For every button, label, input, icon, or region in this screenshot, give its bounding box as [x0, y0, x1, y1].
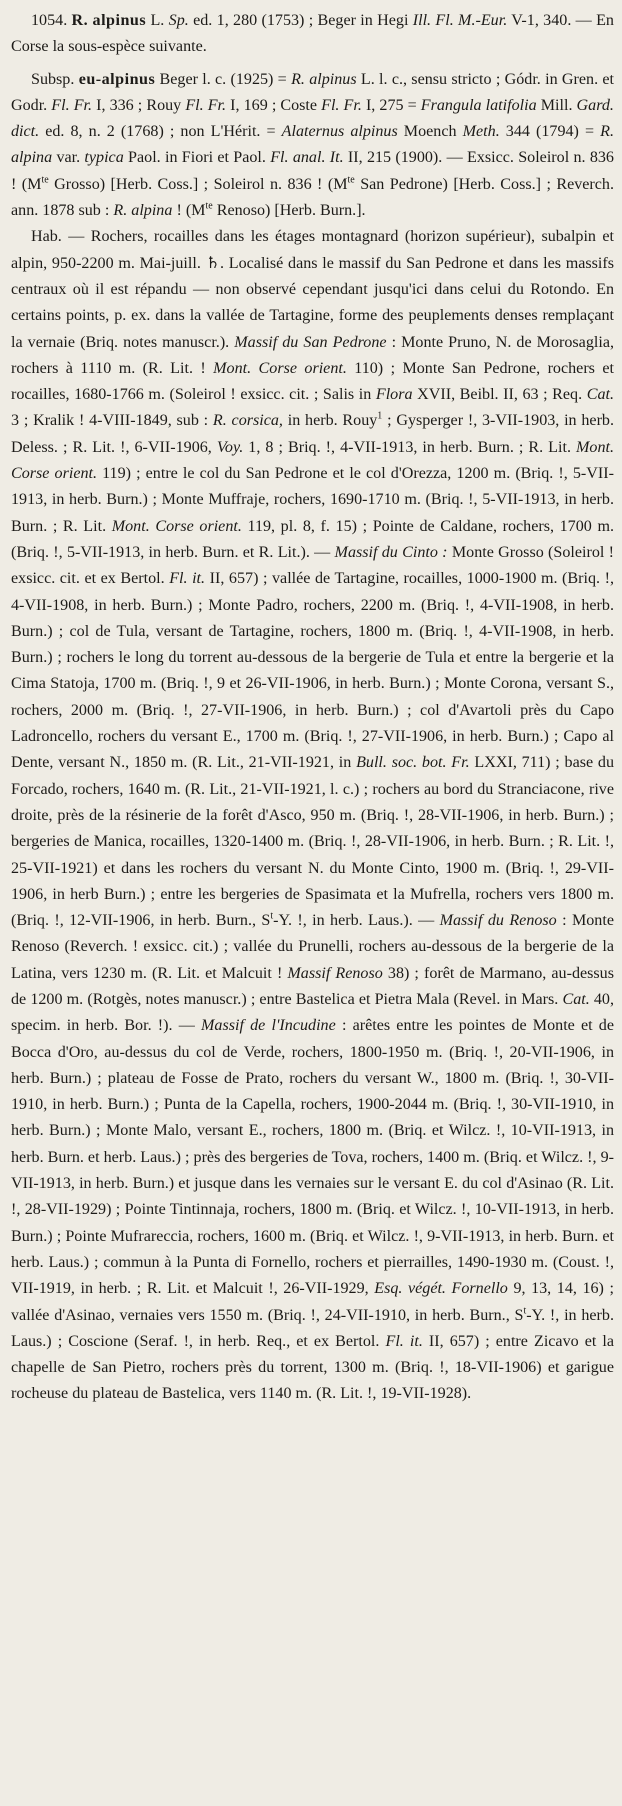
subsp-name: eu-alpinus	[78, 70, 156, 88]
ref-italic: Sp.	[168, 12, 189, 29]
italic-run: Flora	[375, 386, 413, 404]
text-run: 119) ; entre le col du San Pedrone et le col d'Orezza, 1200 m. (Briq. !, 5-VII-1913, in herb. Burn.) ; Monte Muffraje, rochers, 1690-1710 m. (Briq. !, 5-VII-1913, in herb. Burn. ; R. Lit.	[11, 465, 614, 535]
italic-run: Frangula latifolia	[420, 96, 537, 114]
italic-run: R. alpina	[113, 202, 173, 220]
text-run: L. l. c., sensu stricto ; Gódr. in Gren. et Godr.	[11, 70, 615, 114]
text-run: Paol. in Fiori et Paol.	[128, 149, 266, 167]
italic-run: Cat.	[562, 990, 590, 1008]
species-heading	[11, 8, 614, 61]
text-run: : Monte Pruno, N. de Morosaglia, rochers à 1110 m. (R. Lit. !	[11, 333, 614, 377]
subsp-prefix: Subsp.	[31, 70, 75, 88]
text-run: II, 215 (1900). — Exsicc. Soleirol n. 836 ! (M	[11, 149, 614, 193]
text-run: 344 (1794) =	[505, 123, 595, 141]
text-run: 40, specim. in herb. Bor. !). —	[11, 990, 614, 1035]
text-run: : arêtes entre les pointes de Monte et de Bocca d'Oro, au-dessus du col de Verde, rochers, 1800-1950 m. (Briq. !, 20-VII-1906, in herb. Burn.) ; plateau de Fosse de Prato, rochers du versant W., 1800 m. (Briq. !, 30-VII-1910, in herb. Burn.) ; Punta de la Capella, rochers, 1900-2044 m. (Briq. !, 30-VII-1910, in herb. Burn.) ; Monte Malo, versant E., rochers, 1800 m. (Briq. et Wilcz. !, 10-VII-1913, in herb. Burn. et herb. Laus.) ; près des bergeries de Tova, rochers, 1400 m. (Briq. et Wilcz. !, 9-VII-1913, in herb. Burn.) et jusque dans les vernaies sur le versant E. du col d'Asinao (R. Lit. !, 28-VII-1929) ; Pointe Tintinnaja, rochers, 1800 m. (Briq. et Wilcz. !, 10-VII-1913, in herb. Burn.) ; Pointe Mufrareccia, rochers, 1600 m. (Briq. et Wilcz. !, 9-VII-1913, in herb. Burn. et herb. Laus.) ; commun à la Punta di Fornello, rochers et pierrailles, 1490-1930 m. (Coust. !, VII-1919, in herb. ; R. Lit. et Malcuit !, 26-VII-1929,	[11, 1017, 614, 1298]
italic-run: Gard. dict.	[11, 96, 614, 141]
text-run: I, 336 ; Rouy	[96, 96, 182, 114]
massif-heading: Massif du Cinto :	[334, 543, 448, 561]
italic-run: Voy.	[216, 438, 244, 456]
text-run: -Y. !, in herb. Laus.). —	[273, 912, 435, 930]
genus-abbrev: R.	[71, 12, 89, 29]
italic-run: Meth.	[462, 123, 500, 141]
italic-run: Fl. Fr.	[321, 96, 362, 114]
italic-run: R. corsica,	[212, 412, 283, 430]
ref-text: V-1, 340. — En Corse la sous-espèce suivante.	[11, 12, 614, 56]
italic-run: Mont. Corse orient.	[213, 359, 347, 377]
species-epithet: alpinus	[92, 12, 147, 29]
italic-run: Fl. Fr.	[185, 96, 227, 114]
ref-text: ed. 1, 280 (1753) ; Beger in Hegi	[193, 12, 409, 29]
superscript: te	[347, 174, 355, 186]
text-run: 119, pl. 8, f. 15) ; Pointe de Caldane, rochers, 1700 m. (Briq. !, 5-VII-1913, in herb. Burn. et R. Lit.). —	[11, 517, 614, 561]
text-run: Moench	[403, 123, 457, 141]
text-run: ed. 8, n. 2 (1768) ; non L'Hérit. =	[45, 123, 276, 141]
text-run: II, 657) ; vallée de Tartagine, rocailles, 1000-1900 m. (Briq. !, 4-VII-1908, in herb. Burn.) ; Monte Padro, rochers, 2200 m. (Briq. !, 4-VII-1908, in herb. Burn.) ; col de Tula, versant de Tartagine, rochers, 1800 m. (Briq. !, 4-VII-1908, in herb. Burn.) ; rochers le long du torrent au-dessous de la bergerie de Tula et entre la bergerie et la Cima Statoja, 1700 m. (Briq. !, 9 et 26-VII-1906, in herb. Burn.) ; Monte Corona, versant S., rochers, 2000 m. (Briq. !, 27-VII-1906, in herb. Burn.) ; col d'Avartoli près du Capo Ladroncello, rochers du versant E., 1700 m. (Briq. !, 27-VII-1906, in herb. Burn.) ; Capo al Dente, versant N., 1850 m. (R. Lit., 21-VII-1921, in	[11, 570, 614, 772]
italic-run: Mont. Corse orient.	[11, 438, 615, 483]
massif-heading: Massif de l'Incudine	[201, 1017, 336, 1035]
text-run: -Y. !, in herb. Laus.) ; Coscione (Seraf. !, in herb. Req., et ex Bertol.	[11, 1306, 614, 1350]
text-run: Grosso) [Herb. Coss.] ; Soleirol n. 836 ! (M	[54, 175, 348, 193]
superscript: t	[270, 910, 274, 922]
text-run: Beger l. c. (1925) =	[159, 70, 287, 88]
superscript: t	[523, 1305, 527, 1317]
text-run: I, 169 ; Coste	[230, 96, 318, 114]
italic-run: Fl. Fr.	[51, 96, 93, 114]
italic-run: Massif Renoso	[287, 964, 383, 982]
subspecies-paragraph	[11, 67, 614, 225]
massif-heading: Massif du Renoso	[439, 912, 557, 930]
footnote-marker: 1	[377, 411, 383, 423]
ref-italic: Fl. M.-Eur.	[435, 12, 508, 29]
text-run: ; Gysperger !, 3-VII-1903, in herb. Deless. ; R. Lit. !, 6-VII-1906,	[11, 412, 614, 456]
text-run: Hab. — Rochers, rocailles dans les étages montagnard (horizon supérieur), subalpin et alpin, 950-2200 m. Mai-juill. ♄. Localisé dans le massif du San Pedrone et dans les massifs centraux où il est répandu — non observé cependant jusqu'ici dans celui du Rotondo. En certains points, p. ex. dans la vallée de Tartagine, forme des peuplements denses remplaçant la vernaie (Briq. notes manuscr.).	[11, 228, 614, 351]
text-run: var.	[56, 149, 81, 167]
text-run: Mill.	[540, 96, 573, 114]
superscript: te	[41, 174, 49, 186]
text-run: LXXI, 711) ; base du Forcado, rochers, 1640 m. (R. Lit., 21-VII-1921, l. c.) ; rochers au bord du Stranciacone, rive droite, près de la résinerie de la forêt d'Asco, 950 m. (Briq. !, 28-VII-1906, in herb. Burn.) ; bergeries de Manica, rocailles, 1320-1400 m. (Briq. !, 28-VII-1906, in herb. Burn. ; R. Lit. !, 25-VII-1921) et dans les rochers du versant N. du Monte Cinto, 1900 m. (Briq. !, 29-VII-1906, in herb Burn.) ; entre les bergeries de Spasimata et la Mufrella, rochers vers 1800 m. (Briq. !, 12-VII-1906, in herb. Burn., S	[11, 754, 615, 930]
italic-run: typica	[84, 149, 124, 167]
text-run: Monte Grosso (Soleirol ! exsicc. cit. et ex Bertol.	[11, 543, 614, 588]
italic-run: R. alpinus	[291, 70, 357, 88]
text-run: I, 275 =	[365, 96, 417, 114]
italic-run: Mont. Corse orient.	[111, 517, 242, 535]
italic-run: Alaternus alpinus	[281, 123, 398, 141]
italic-run: Bull. soc. bot. Fr.	[356, 754, 470, 772]
text-run: in herb. Rouy	[287, 412, 378, 430]
text-run: XVII, Beibl. II, 63 ; Req.	[417, 386, 583, 404]
text-run: 1, 8 ; Briq. !, 4-VII-1913, in herb. Burn. ; R. Lit.	[248, 438, 571, 456]
italic-run: Esq. végét. Fornello	[374, 1280, 508, 1298]
text-run: Renoso) [Herb. Burn.].	[216, 202, 366, 220]
text-run: 110) ; Monte San Pedrone, rochers et rocailles, 1680-1766 m. (Soleirol ! exsicc. cit. ; Salis in	[11, 359, 614, 404]
ref-italic: Ill.	[412, 12, 432, 29]
italic-run: R. alpina	[11, 123, 614, 167]
habitat-paragraph	[11, 224, 614, 1407]
superscript: te	[205, 200, 213, 212]
text-run: 9, 13, 14, 16) ; vallée d'Asinao, vernaies vers 1550 m. (Briq. !, 24-VII-1910, in herb. Burn., S	[11, 1280, 614, 1324]
text-run: ! (M	[176, 202, 206, 220]
text-run: 3 ; Kralik ! 4-VIII-1849, sub :	[11, 412, 209, 430]
text-run: 38) ; forêt de Marmano, au-dessus de 1200 m. (Rotgès, notes manuscr.) ; entre Bastelica et Pietra Mala (Revel. in Mars.	[11, 964, 614, 1008]
italic-run: Cat.	[586, 386, 614, 404]
italic-run: Fl. it.	[169, 570, 206, 588]
entry-number: 1054.	[31, 12, 68, 29]
text-run: II, 657) ; entre Zicavo et la chapelle de San Pietro, rochers près du torrent, 1300 m. (Briq. !, 18-VII-1906) et garigue rocheuse du plateau de Bastelica, vers 1140 m. (R. Lit. !, 19-VII-1928).	[11, 1332, 614, 1403]
italic-run: Fl. anal. It.	[270, 149, 344, 167]
species-author: L.	[150, 12, 165, 29]
massif-heading: Massif du San Pedrone	[234, 333, 387, 351]
italic-run: Fl. it.	[385, 1332, 423, 1350]
text-run: : Monte Renoso (Reverch. ! exsicc. cit.) ; vallée du Prunelli, rochers au-dessous de la bergerie de la Latina, vers 1230 m. (R. Lit. et Malcuit !	[11, 912, 614, 982]
text-run: San Pedrone) [Herb. Coss.] ; Reverch. ann. 1878 sub :	[11, 175, 614, 220]
